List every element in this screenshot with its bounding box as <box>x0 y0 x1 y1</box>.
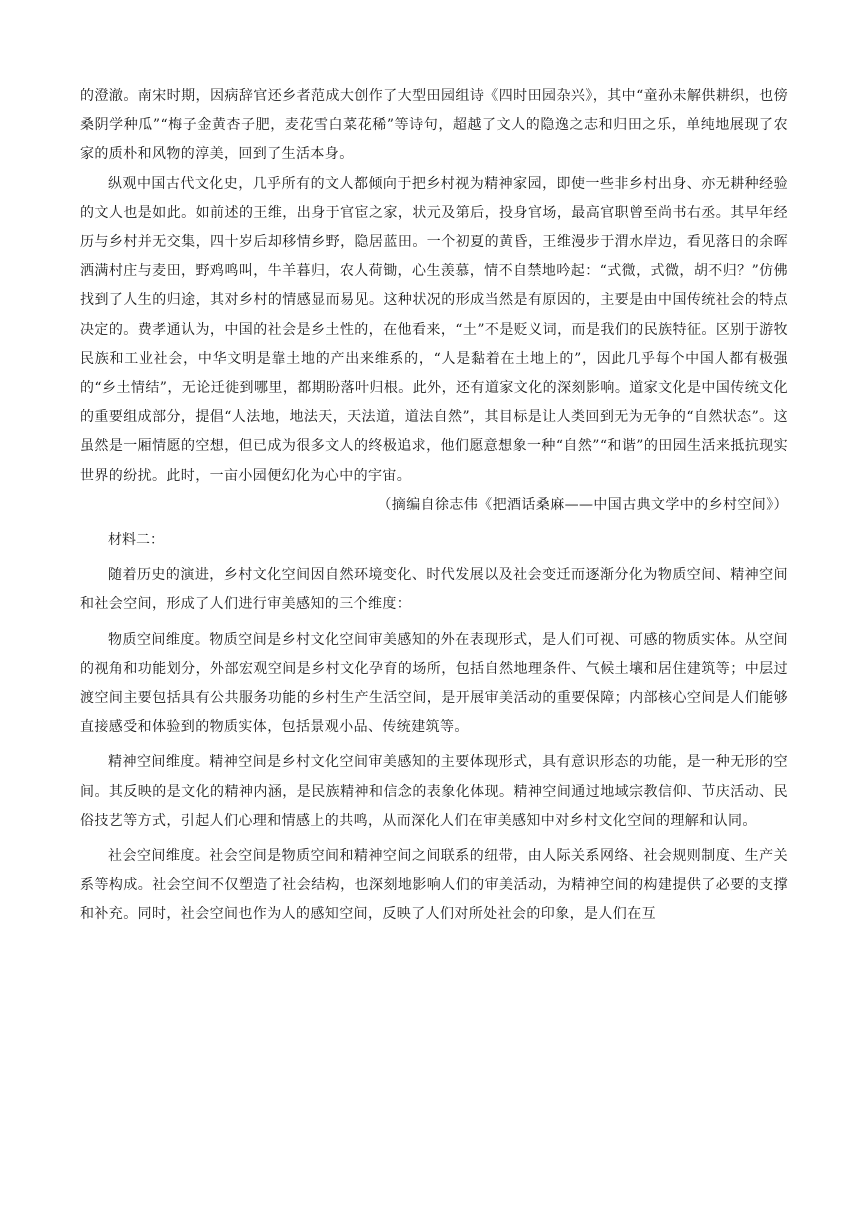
paragraph-material-space: 物质空间维度。物质空间是乡村文化空间审美感知的外在表现形式，是人们可视、可感的物质实体。从空间的视角和功能划分，外部宏观空间是乡村文化孕育的场所，包括自然地理条件、气候土壤和居住建筑等；中层过渡空间主要包括具有公共服务功能的乡村生产生活空间，是开展审美活动的重要保障；内部核心空间是人们能够直接感受和体验到的物质实体，包括景观小品、传统建筑等。 <box>80 631 788 736</box>
paragraph-social-space: 社会空间维度。社会空间是物质空间和精神空间之间联系的纽带，由人际关系网络、社会规则制度、生产关系等构成。社会空间不仅塑造了社会结构，也深刻地影响人们的审美活动，为精神空间的构建提供了必要的支撑和补充。同时，社会空间也作为人的感知空间，反映了人们对所处社会的印象，是人们在互 <box>80 848 788 923</box>
paragraph-spiritual-homeland: 纵观中国古代文化史，几乎所有的文人都倾向于把乡村视为精神家园，即使一些非乡村出身、亦无耕种经验的文人也是如此。如前述的王维，出身于官宦之家，状元及第后，投身官场，最高官职曾至尚书右丞。其早年经历与乡村并无交集，四十岁后却移情乡野，隐居蓝田。一个初夏的黄昏，王维漫步于渭水岸边，看见落日的余晖洒满村庄与麦田，野鸡鸣叫，牛羊暮归，农人荷锄，心生羡慕，情不自禁地吟起：“式微，式微，胡不归？”仿佛找到了人生的归途，其对乡村的情感显而易见。这种状况的形成当然是有原因的，主要是由中国传统社会的特点决定的。费孝通认为，中国的社会是乡土性的，在他看来，“土”不是贬义词，而是我们的民族特征。区别于游牧民族和工业社会，中华文明是靠土地的产出来维系的，“人是黏着在土地上的”，因此几乎每个中国人都有极强的“乡土情结”，无论迁徙到哪里，都期盼落叶归根。此外，还有道家文化的深刻影响。道家文化是中国传统文化的重要组成部分，提倡“人法地，地法天，天法道，道法自然”，其目标是让人类回到无为无争的“自然状态”。这虽然是一厢情愿的空想，但已成为很多文人的终极追求，他们愿意想象一种“自然”“和谐”的田园生活来抵抗现实世界的纷扰。此时，一亩小园便幻化为心中的宇宙。 <box>80 175 788 484</box>
paragraph-three-dimensions: 随着历史的演进，乡村文化空间因自然环境变化、时代发展以及社会变迁而逐渐分化为物质空间、精神空间和社会空间，形成了人们进行审美感知的三个维度： <box>80 567 788 613</box>
source-citation: （摘编自徐志伟《把酒话桑麻——中国古典文学中的乡村空间》） <box>377 496 788 513</box>
document-page <box>80 82 788 930</box>
material-two-label: 材料二： <box>108 532 164 549</box>
paragraph-fan-chengda: 的澄澈。南宋时期，因病辞官还乡者范成大创作了大型田园组诗《四时田园杂兴》，其中“童孙未解供耕织，也傍桑阴学种瓜”“梅子金黄杏子肥，麦花雪白菜花稀”等诗句，超越了文人的隐逸之志和归田之乐，单纯地展现了农家的质朴和风物的淳美，回到了生活本身。 <box>80 88 788 163</box>
paragraph-spiritual-space: 精神空间维度。精神空间是乡村文化空间审美感知的主要体现形式，具有意识形态的功能，是一种无形的空间。其反映的是文化的精神内涵，是民族精神和信念的表象化体现。精神空间通过地域宗教信仰、节庆活动、民俗技艺等方式，引起人们心理和情感上的共鸣，从而深化人们在审美感知中对乡村文化空间的理解和认同。 <box>80 754 788 829</box>
